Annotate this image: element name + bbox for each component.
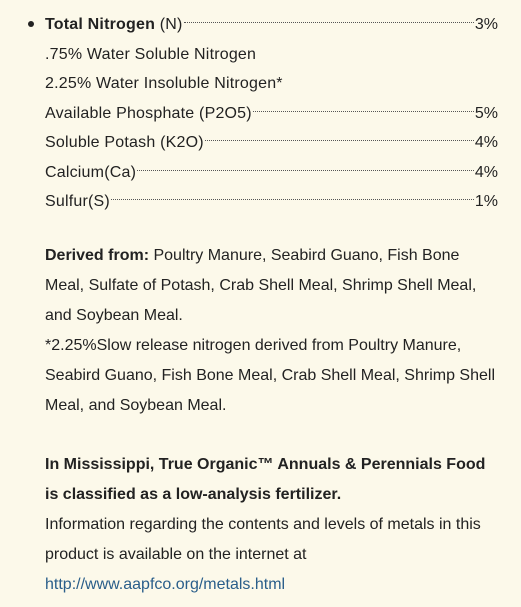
phosphate-value: 5% (474, 104, 498, 122)
calcium-value: 4% (474, 163, 498, 181)
phosphate-label: Available Phosphate (P2O5) (45, 104, 252, 122)
dotted-leader (111, 199, 474, 200)
dotted-leader (137, 170, 474, 171)
metals-info-text: Information regarding the contents and levels of metals in this product is available on the internet at (45, 516, 481, 563)
total-nitrogen-label: Total Nitrogen (N) (45, 16, 183, 33)
water-soluble-row (28, 40, 498, 70)
metals-link[interactable]: http://www.aapfco.org/metals.html (45, 576, 286, 593)
potash-label: Soluble Potash (K2O) (45, 134, 204, 151)
mississippi-statement: In Mississippi, True Organic™ Annuals & Perennials Food is classified as a low-analysis fertilizer. (45, 456, 486, 503)
calcium-label: Calcium(Ca) (45, 163, 137, 181)
guaranteed-analysis-list (28, 10, 498, 217)
total-nitrogen-value: 3% (474, 16, 498, 33)
bullet-icon (28, 21, 34, 27)
dotted-leader (205, 140, 474, 141)
derived-from-paragraph (45, 241, 500, 331)
water-insoluble-row (28, 69, 498, 99)
derived-from-text: Poultry Manure, Seabird Guano, Fish Bone Meal, Sulfate of Potash, Crab Shell Meal, Shrimp Shell Meal, and Soybean Meal. (45, 247, 477, 324)
slow-release-footnote: *2.25%Slow release nitrogen derived from Poultry Manure, Seabird Guano, Fish Bone Meal, Crab Shell Meal, Shrimp Shell Meal, and Soybean Meal. (45, 337, 495, 414)
total-nitrogen-row (28, 10, 498, 40)
water-insoluble-label: 2.25% Water Insoluble Nitrogen* (45, 75, 283, 92)
potash-value: 4% (474, 134, 498, 151)
mississippi-section (45, 450, 500, 600)
dotted-leader (253, 111, 474, 112)
potash-row (28, 128, 498, 158)
dotted-leader (184, 22, 474, 23)
sulfur-value: 1% (474, 193, 498, 210)
sulfur-label: Sulfur(S) (45, 193, 110, 210)
water-soluble-label: .75% Water Soluble Nitrogen (45, 45, 257, 63)
calcium-row (28, 158, 498, 188)
derived-from-heading: Derived from: (45, 247, 150, 264)
derived-from-section (45, 241, 500, 421)
sulfur-row (28, 187, 498, 217)
phosphate-row (28, 99, 498, 129)
